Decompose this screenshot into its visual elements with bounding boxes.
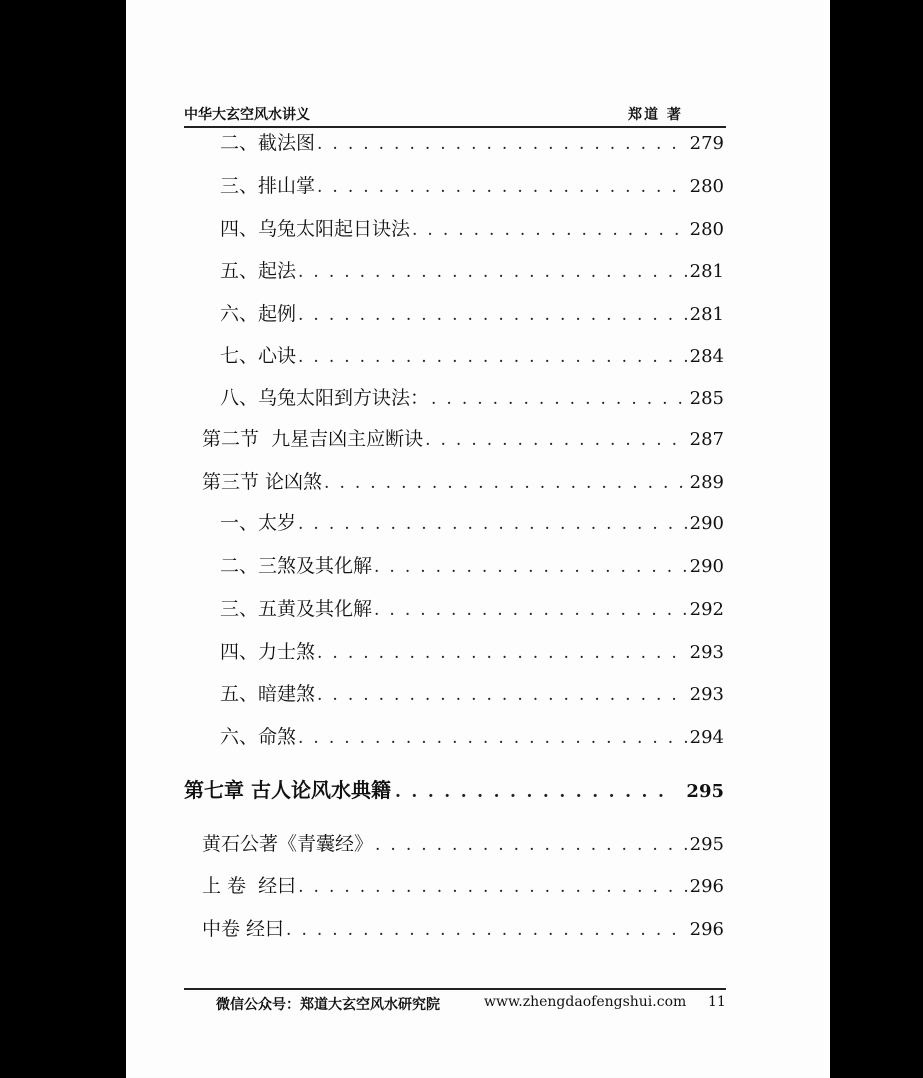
page-number: 11 [708,994,726,1010]
leader-dots [317,177,688,197]
leader-dots [298,305,688,325]
leader-dots [298,347,688,367]
toc-entry-page: 284 [689,346,724,367]
toc-entry [202,914,724,942]
toc-entry [202,829,724,857]
toc-entry-page: 281 [689,261,724,282]
leader-dots [374,600,688,620]
toc-entry [220,171,724,199]
leader-dots [298,728,688,748]
toc-entry-page: 293 [689,684,724,705]
book-title: 中华大玄空风水讲义 [184,107,310,123]
toc-entry-page: 281 [689,304,724,325]
leader-dots [324,473,688,493]
running-header [184,100,726,128]
footer-url: www.zhengdaofengshui.com [484,994,687,1010]
toc-entry-label: 三、排山掌 [220,175,316,197]
toc-entry-label: 五、暗建煞 [220,683,316,705]
toc-entry [202,871,724,899]
toc-entry-label: 八、乌兔太阳到方诀法： [220,387,430,409]
toc-entry-page: 289 [689,472,724,493]
leader-dots [425,430,688,450]
toc-entry [220,256,724,284]
toc-entry [220,679,724,707]
toc-entry-page: 290 [689,513,724,534]
leader-dots [286,920,688,940]
toc-entry-label: 第三节 论凶煞 [202,471,323,493]
leader-dots [374,557,688,577]
toc-entry-page: 290 [689,556,724,577]
toc-entry-page: 293 [689,642,724,663]
document-page [126,0,830,1078]
toc-entry [202,424,724,452]
toc-entry [220,594,724,622]
toc-entry-label: 四、乌兔太阳起日诀法 [220,218,411,240]
leader-dots [298,877,688,897]
toc-entry-label: 七、心诀 [220,345,297,367]
toc-entry-page: 294 [689,727,724,748]
toc-entry [220,341,724,369]
toc-entry-label: 六、起例 [220,303,297,325]
toc-entry-label: 二、三煞及其化解 [220,555,373,577]
toc-entry [220,637,724,665]
footer-wechat: 微信公众号：郑道大玄空风水研究院 [216,997,440,1013]
toc-entry [202,467,724,495]
toc-entry-label: 二、截法图 [220,132,316,154]
toc-entry-label: 一、太岁 [220,512,297,534]
leader-dots [298,514,688,534]
chapter-entry-label: 第七章 古人论风水典籍 [184,778,391,802]
toc-entry [220,383,724,411]
toc-entry-page: 295 [689,834,724,855]
toc-entry-label: 五、起法 [220,260,297,282]
leader-dots [375,835,688,855]
toc-entry-page: 296 [689,876,724,897]
leader-dots [395,782,672,802]
toc-entry-label: 黄石公著《青囊经》 [202,833,374,855]
leader-dots [431,389,688,409]
toc-entry-label: 中卷 经曰 [202,918,285,940]
footer-rule [184,988,726,990]
toc-entry [220,508,724,536]
toc-entry-page: 280 [689,219,724,240]
leader-dots [317,685,688,705]
toc-entry-label: 上 卷 经曰 [202,875,297,897]
chapter-entry-page: 295 [686,781,724,802]
leader-dots [317,643,688,663]
leader-dots [317,134,688,154]
toc-entry [220,214,724,242]
toc-entry-page: 287 [689,429,724,450]
toc-entry-page: 285 [689,388,724,409]
toc-entry [220,722,724,750]
toc-entry [220,128,724,156]
toc-entry-page: 279 [689,133,724,154]
toc-entry-page: 296 [689,919,724,940]
leader-dots [298,262,688,282]
toc-entry-page: 280 [689,176,724,197]
toc-entry-page: 292 [689,599,724,620]
toc-entry-label: 第二节 九星吉凶主应断诀 [202,428,424,450]
toc-entry-label: 四、力士煞 [220,641,316,663]
toc-entry [220,551,724,579]
author-name: 郑道 著 [628,107,683,123]
chapter-entry [184,774,724,802]
toc-entry [220,299,724,327]
toc-entry-label: 六、命煞 [220,726,297,748]
toc-entry-label: 三、五黄及其化解 [220,598,373,620]
leader-dots [412,220,688,240]
